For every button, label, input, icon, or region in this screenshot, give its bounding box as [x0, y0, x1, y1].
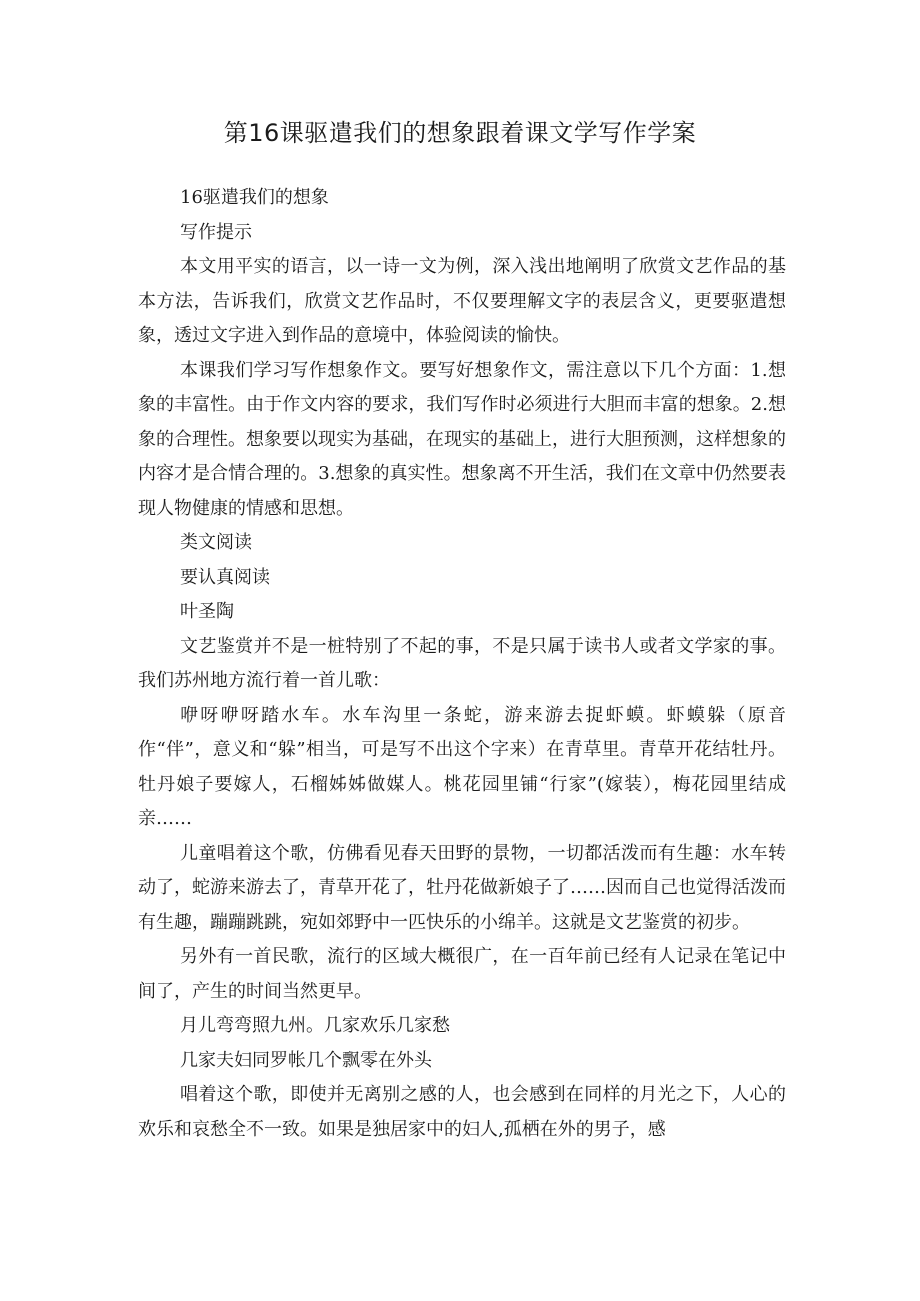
- section-heading-similar-reading: 类文阅读: [180, 532, 252, 553]
- paragraph-children-sing: 儿童唱着这个歌，仿佛看见春天田野的景物，一切都活泼而有生趣：水车转动了，蛇游来游去了，青草开花了，牡丹花做新娘子了……因而自己也觉得活泼而有生趣，蹦蹦跳跳，宛如郊野中一匹快乐的小绵羊。这就是文艺鉴赏的初步。: [138, 842, 786, 933]
- paragraph-art-appreciation: 文艺鉴赏并不是一桩特别了不起的事，不是只属于读书人或者文学家的事。我们苏州地方流行着一首儿歌：: [138, 635, 786, 691]
- verse-line: 月儿弯弯照九州。几家欢乐几家愁: [180, 1015, 450, 1036]
- lesson-heading: 16驱遣我们的想象: [180, 187, 329, 208]
- paragraph-children-song: 咿呀咿呀踏水车。水车沟里一条蛇，游来游去捉虾蟆。虾蟆躲（原音作“伴”，意义和“躲”相当，可是写不出这个字来）在青草里。青草开花结牡丹。牡丹娘子要嫁人，石榴姊姊做媒人。桃花园里铺“行家”(嫁装），梅花园里结成亲……: [138, 704, 786, 829]
- article-author: 叶圣陶: [180, 601, 234, 622]
- paragraph-folk-song: 另外有一首民歌，流行的区域大概很广，在一百年前已经有人记录在笔记中间了，产生的时间当然更早。: [138, 946, 786, 1002]
- article-title: 要认真阅读: [180, 566, 270, 588]
- verse-line: 几家夫妇同罗帐几个飘零在外头: [180, 1049, 432, 1071]
- document-body: [138, 181, 786, 1147]
- paragraph-writing-guide: 本课我们学习写作想象作文。要写好想象作文，需注意以下几个方面：1.想象的丰富性。由于作文内容的要求，我们写作时必须进行大胆而丰富的想象。2.想象的合理性。想象要以现实为基础，在现实的基础上，进行大胆预测，这样想象的内容才是合情合理的。3.想象的真实性。想象离不开生活，我们在文章中仍然要表现人物健康的情感和思想。: [138, 359, 786, 519]
- paragraph-intro: 本文用平实的语言，以一诗一文为例，深入浅出地阐明了欣赏文艺作品的基本方法，告诉我们，欣赏文艺作品时，不仅要理解文字的表层含义，更要驱遣想象，透过文字进入到作品的意境中，体验阅读的愉快。: [138, 256, 786, 346]
- document-title: 第16课驱遣我们的想象跟着课文学写作学案: [223, 119, 697, 147]
- paragraph-singing-moon: 唱着这个歌，即使并无离别之感的人，也会感到在同样的月光之下，人心的欢乐和哀愁全不一致。如果是独居家中的妇人,孤栖在外的男子，感: [138, 1084, 786, 1140]
- section-heading-writing-tips: 写作提示: [180, 221, 252, 243]
